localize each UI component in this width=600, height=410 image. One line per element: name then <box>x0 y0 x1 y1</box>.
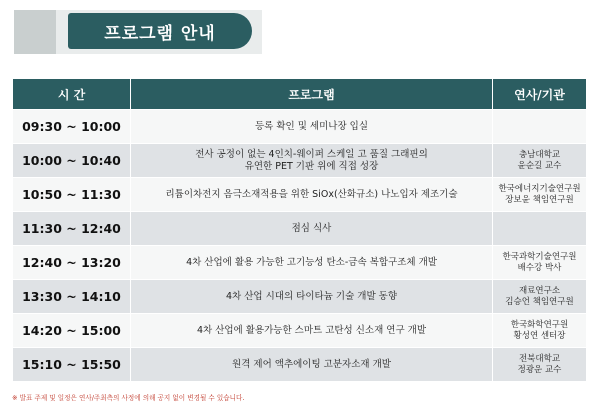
column-header-program: 프로그램 <box>131 79 493 110</box>
footnote: ※ 발표 주제 및 일정은 연사/주최측의 사정에 의해 공지 없이 변경될 수 있습니다. <box>12 394 245 402</box>
time-cell: 15:10 ~ 15:50 <box>13 348 131 382</box>
table-row <box>13 178 587 212</box>
program-cell: 전사 공정이 없는 4인치-웨이퍼 스케일 고 품질 그래핀의 유연한 PET 기판 위에 직접 성장 <box>131 144 493 178</box>
program-cell: 4차 산업 시대의 타이타늄 기술 개발 동향 <box>131 280 493 314</box>
time-cell: 10:50 ~ 11:30 <box>13 178 131 212</box>
table-row <box>13 144 587 178</box>
program-cell: 등록 확인 및 세미나장 입실 <box>131 110 493 144</box>
table-row <box>13 246 587 280</box>
speaker-cell: 한국에너지기술연구원 장보윤 책임연구원 <box>493 178 587 212</box>
program-cell: 4차 산업에 활용가능한 스마트 고탄성 신소재 연구 개발 <box>131 314 493 348</box>
header-accent <box>14 10 56 54</box>
table-row <box>13 110 587 144</box>
speaker-cell: 한국과학기술연구원 배수강 박사 <box>493 246 587 280</box>
table-header-row <box>13 79 587 110</box>
program-cell: 점심 식사 <box>131 212 493 246</box>
program-cell: 4차 산업에 활용 가능한 고기능성 탄소-금속 복합구조체 개발 <box>131 246 493 280</box>
time-cell: 13:30 ~ 14:10 <box>13 280 131 314</box>
time-cell: 11:30 ~ 12:40 <box>13 212 131 246</box>
table-row <box>13 280 587 314</box>
schedule-table <box>12 78 587 382</box>
speaker-cell <box>493 212 587 246</box>
speaker-cell: 충남대학교 윤순길 교수 <box>493 144 587 178</box>
table-row <box>13 348 587 382</box>
time-cell: 12:40 ~ 13:20 <box>13 246 131 280</box>
table-row <box>13 212 587 246</box>
speaker-cell: 한국화학연구원 황성연 센터장 <box>493 314 587 348</box>
program-cell: 리튬이차전지 음극소재적용을 위한 SiOx(산화규소) 나노입자 제조기술 <box>131 178 493 212</box>
speaker-cell: 전북대학교 정광운 교수 <box>493 348 587 382</box>
time-cell: 14:20 ~ 15:00 <box>13 314 131 348</box>
program-cell: 원격 제어 액추에이팅 고분자소재 개발 <box>131 348 493 382</box>
time-cell: 10:00 ~ 10:40 <box>13 144 131 178</box>
column-header-time: 시 간 <box>13 79 131 110</box>
speaker-cell: 재료연구소 김승언 책임연구원 <box>493 280 587 314</box>
speaker-cell <box>493 110 587 144</box>
page-title: 프로그램 안내 <box>68 13 252 49</box>
column-header-speaker: 연사/기관 <box>493 79 587 110</box>
time-cell: 09:30 ~ 10:00 <box>13 110 131 144</box>
table-row <box>13 314 587 348</box>
